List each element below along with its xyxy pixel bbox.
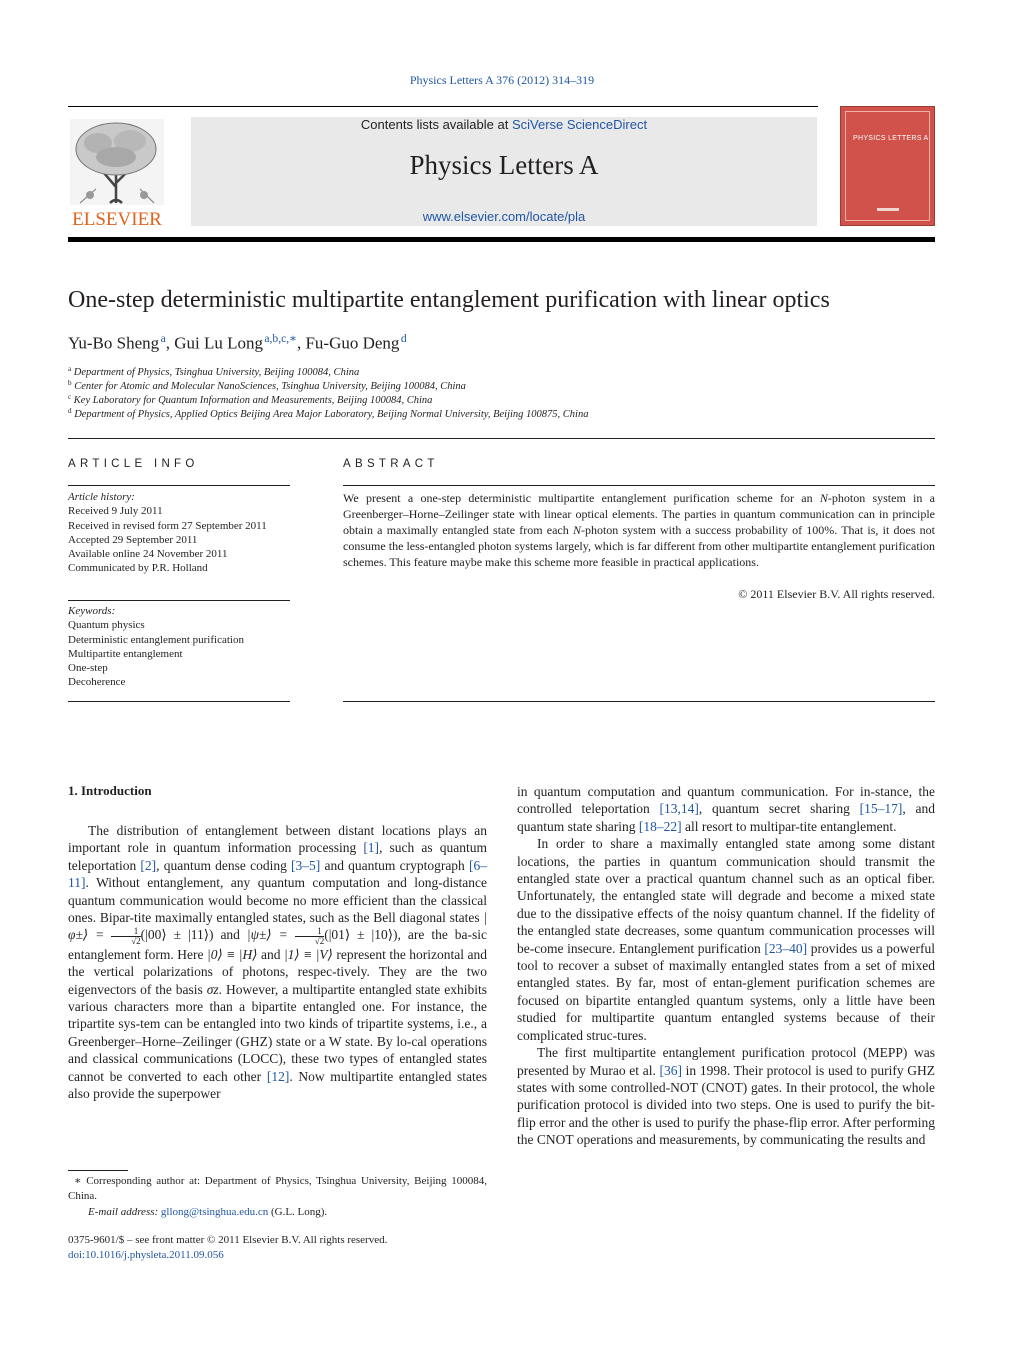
copyright-notice: © 2011 Elsevier B.V. All rights reserved.	[738, 587, 935, 601]
section-heading-introduction: 1. Introduction	[68, 783, 152, 798]
basis-state-v: |1⟩ ≡ |V⟩	[283, 946, 333, 962]
keywords	[68, 604, 290, 690]
text-run: . However, a multipartite entangled state exhibits various characters more than a bipartite entangled one. For instance, the tripartite sys-tem can be entangled into two kinds of tripartite systems, i.e., a Greenberger–Horne–Zeilinger (GHZ) state or a W state. By lo-cal operations and classical communications (LOCC), these two types of entangled states cannot be converted to each other	[68, 981, 487, 1084]
journal-reference[interactable]: Physics Letters A 376 (2012) 314–319	[409, 73, 595, 87]
text-run: in 1998. Their protocol is used to purify GHZ states with some controlled-NOT (CNOT) gates. In their protocol, the whole purification protocol is divided into two steps. One is used to purify the bit-flip error and the other is used to purify the phase-flip error. After performing the CNOT operations and measurements, by communicating the results and	[517, 1062, 936, 1148]
article-info-rule	[68, 485, 290, 486]
journal-cover-thumbnail[interactable]	[840, 106, 935, 226]
author-list: Yu-Bo Sheng $^a$, Gui Lu Long $^{a,b,c,∗}$, Fu-Guo Deng $^d$	[68, 332, 407, 353]
paragraph	[68, 822, 487, 1103]
citation-link[interactable]: [3–5]	[291, 857, 321, 873]
affiliation-letter: a	[68, 365, 72, 373]
abstract-rule	[343, 485, 935, 486]
affiliation-text: Key Laboratory for Quantum Information and Measurements, Beijing 100084, China	[73, 394, 433, 406]
citation-link[interactable]: [23–40]	[764, 940, 808, 956]
basis-state-h: |0⟩ ≡ |H⟩	[206, 946, 258, 962]
cover-frame	[845, 111, 930, 221]
history-item: Received 9 July 2011	[68, 505, 163, 518]
affiliation-mark[interactable]: a,b,c,∗	[264, 332, 297, 345]
body-column-right	[517, 783, 935, 1149]
citation-link[interactable]: [13,14]	[659, 801, 699, 817]
abstract-part: We present a one-step deterministic multipartite entanglement purification scheme for an	[343, 491, 820, 505]
keyword: One-step	[68, 662, 108, 675]
affiliation	[68, 393, 432, 406]
text-run: and	[213, 927, 247, 943]
affiliation-text: Department of Physics, Tsinghua University, Beijing 100084, China	[73, 366, 360, 378]
affiliation-text: Department of Physics, Applied Optics Beijing Area Major Laboratory, Beijing Normal University, Beijing 100875, China	[74, 408, 589, 420]
affiliation	[68, 365, 359, 378]
email-suffix: (G.L. Long).	[268, 1206, 328, 1218]
pauli-operator: σz	[206, 981, 219, 997]
author-name[interactable]: Yu-Bo Sheng	[68, 333, 160, 353]
author-name[interactable]: Fu-Guo Deng	[305, 333, 400, 353]
cover-title: PHYSICS LETTERS A	[853, 135, 929, 142]
footnote-body: Corresponding author at: Department of Physics, Tsinghua University, Beijing 100084, China.	[68, 1175, 488, 1202]
elsevier-wordmark: ELSEVIER	[72, 209, 162, 229]
paragraph-continued	[517, 783, 935, 835]
keyword: Quantum physics	[68, 619, 145, 632]
article-title: One-step deterministic multipartite entanglement purification with linear optics	[68, 287, 830, 313]
cover-publisher-mark	[877, 208, 899, 211]
text-run: The distribution of entanglement between distant locations plays an important role in quantum information processing	[68, 823, 487, 856]
journal-title[interactable]: Physics Letters A	[409, 150, 599, 180]
abstract-bottom-rule	[343, 701, 935, 702]
abstract-variable: N	[819, 491, 828, 505]
abstract-heading: ABSTRACT	[343, 458, 439, 470]
citation-link[interactable]: [1]	[363, 840, 380, 856]
keywords-label: Keywords:	[68, 605, 116, 617]
citation-link[interactable]: [12]	[266, 1068, 290, 1084]
elsevier-logo[interactable]	[66, 117, 168, 229]
issn-line: 0375-9601/$ – see front matter © 2011 Elsevier B.V. All rights reserved.	[68, 1234, 388, 1246]
text-run: provides us a powerful tool to recover a subset of maximally entangled states from a set of mixed entangled states. By far, most of entan-glement purification schemes are focused on bipartite entangled quantum systems, only a little have been studied for multipartite quantum entangled systems because of their complicated struc-tures.	[517, 940, 935, 1043]
footnote-text	[68, 1174, 487, 1203]
journal-url-link[interactable]: www.elsevier.com/locate/pla	[422, 209, 586, 224]
affiliation-mark[interactable]: d	[400, 332, 407, 345]
header-thick-rule	[68, 237, 935, 242]
abstract-part: -photon system in a Greenberger–Horne–Zeilinger state with linear optical elements. The parties in quantum communication can in principle obtain a maximally entangled state from each	[343, 491, 935, 537]
text-run: , quantum dense coding	[156, 857, 292, 873]
affiliation-text: Center for Atomic and Molecular NanoSciences, Tsinghua University, Beijing 100084, China	[74, 380, 466, 392]
paragraph	[517, 835, 935, 1044]
fraction-denominator: √2	[131, 935, 141, 946]
fraction-numerator: 1	[295, 927, 324, 937]
bell-state-psi: |ψ±⟩ =	[246, 927, 288, 943]
text-run: represent the horizontal and the vertical polarizations of photons, respec-tively. They are the two eigenvectors of the basis	[68, 946, 487, 997]
article-info-bottom-rule	[68, 701, 290, 702]
article-history	[68, 490, 290, 576]
abstract-text	[343, 490, 935, 570]
text-run: . Now multipartite entangled states also provide the superpower	[68, 1068, 488, 1102]
citation-link[interactable]: [6–11]	[68, 857, 487, 891]
keyword: Deterministic entanglement purification	[68, 633, 244, 646]
footnote-rule	[68, 1170, 128, 1171]
article-info-heading: ARTICLE INFO	[68, 458, 199, 470]
text-run: , are the ba-sic entanglement form. Here	[68, 927, 488, 962]
affiliation-letter: c	[68, 393, 72, 401]
front-matter	[68, 1233, 387, 1262]
history-item: Accepted 29 September 2011	[68, 533, 198, 546]
email-link[interactable]: gllong@tsinghua.edu.cn	[160, 1206, 269, 1218]
history-label: Article history:	[68, 491, 135, 503]
email-label: E-mail address:	[88, 1206, 159, 1218]
text-run: , and quantum state sharing	[517, 801, 935, 834]
header-rule	[68, 106, 818, 107]
citation-link[interactable]: [15–17]	[859, 801, 903, 817]
keyword: Multipartite entanglement	[68, 647, 183, 660]
body-column-left	[68, 822, 487, 1103]
paragraph	[517, 1044, 935, 1148]
bell-phi-terms: (|00⟩ ± |11⟩)	[140, 927, 214, 943]
section-divider	[68, 438, 935, 439]
text-run: The first multipartite entanglement purification protocol (MEPP) was presented by Murao et al.	[517, 1045, 935, 1078]
corresponding-author-footnote	[68, 1174, 487, 1220]
sciencedirect-link[interactable]: SciVerse ScienceDirect	[511, 117, 648, 132]
footnote-mark: ∗	[74, 1175, 82, 1187]
text-run: , such as quantum teleportation	[68, 840, 487, 873]
fraction	[295, 927, 324, 946]
text-run: . Without entanglement, any quantum computation and long-distance quantum communication would become no more efficient than the classical ones. Bipar-tite maximally entangled states, such as the Bell diagonal states	[68, 875, 487, 926]
citation-link[interactable]: [36]	[659, 1062, 682, 1078]
author-name[interactable]: Gui Lu Long	[174, 333, 263, 353]
fraction	[111, 927, 140, 946]
history-item: Available online 24 November 2011	[68, 548, 228, 561]
keywords-rule	[68, 600, 290, 601]
history-item: Received in revised form 27 September 2011	[68, 519, 267, 532]
affiliation	[68, 379, 466, 392]
fraction-denominator: √2	[314, 935, 325, 946]
tree-icon	[70, 119, 164, 205]
bell-psi-terms: (|01⟩ ± |10⟩)	[324, 927, 398, 943]
affiliation-mark[interactable]: a	[160, 332, 166, 345]
text-run: In order to share a maximally entangled state among some distant locations, the parties in quantum communication should transmit the entangled state over a practical quantum channel such as an optical fiber. Unfortunately, the entangled state will degrade and become a mixed state due to the dissipative effects of the noisy quantum channel. If the fidelity of the entangled state decreases, some quantum communication processes will be-come insecure. Entanglement purification	[517, 836, 935, 956]
text-run: all resort to multipar-tite entanglement.	[681, 818, 897, 834]
citation-link[interactable]: [18–22]	[638, 818, 682, 834]
affiliation	[68, 407, 588, 420]
abstract-part: -photon system with a success probability of 100%. That is, it does not consume the less-entangled photon systems largely, which is far different from other multipartite entanglement purification schemes. This feature maybe make this scheme more feasible in practical applications.	[343, 523, 935, 569]
text-run: in quantum computation and quantum communication. For in-stance, the controlled teleportation	[517, 784, 935, 817]
abstract-variable: N	[572, 523, 581, 537]
doi-link[interactable]: doi:10.1016/j.physleta.2011.09.056	[68, 1248, 224, 1261]
affiliation-letter: d	[68, 407, 72, 415]
contents-line	[191, 117, 817, 132]
citation-link[interactable]: [2]	[140, 857, 157, 873]
text-run: , quantum secret sharing	[698, 801, 860, 817]
contents-prefix: Contents lists available at	[360, 117, 512, 132]
text-run: and	[257, 946, 284, 962]
text-run: and quantum cryptograph	[320, 857, 469, 873]
history-item: Communicated by P.R. Holland	[68, 562, 208, 575]
bell-state-phi: |φ±⟩ =	[68, 910, 487, 943]
affiliation-letter: b	[68, 379, 72, 387]
fraction-numerator: 1	[111, 927, 140, 937]
keyword: Decoherence	[68, 676, 126, 689]
email-line	[68, 1205, 487, 1220]
